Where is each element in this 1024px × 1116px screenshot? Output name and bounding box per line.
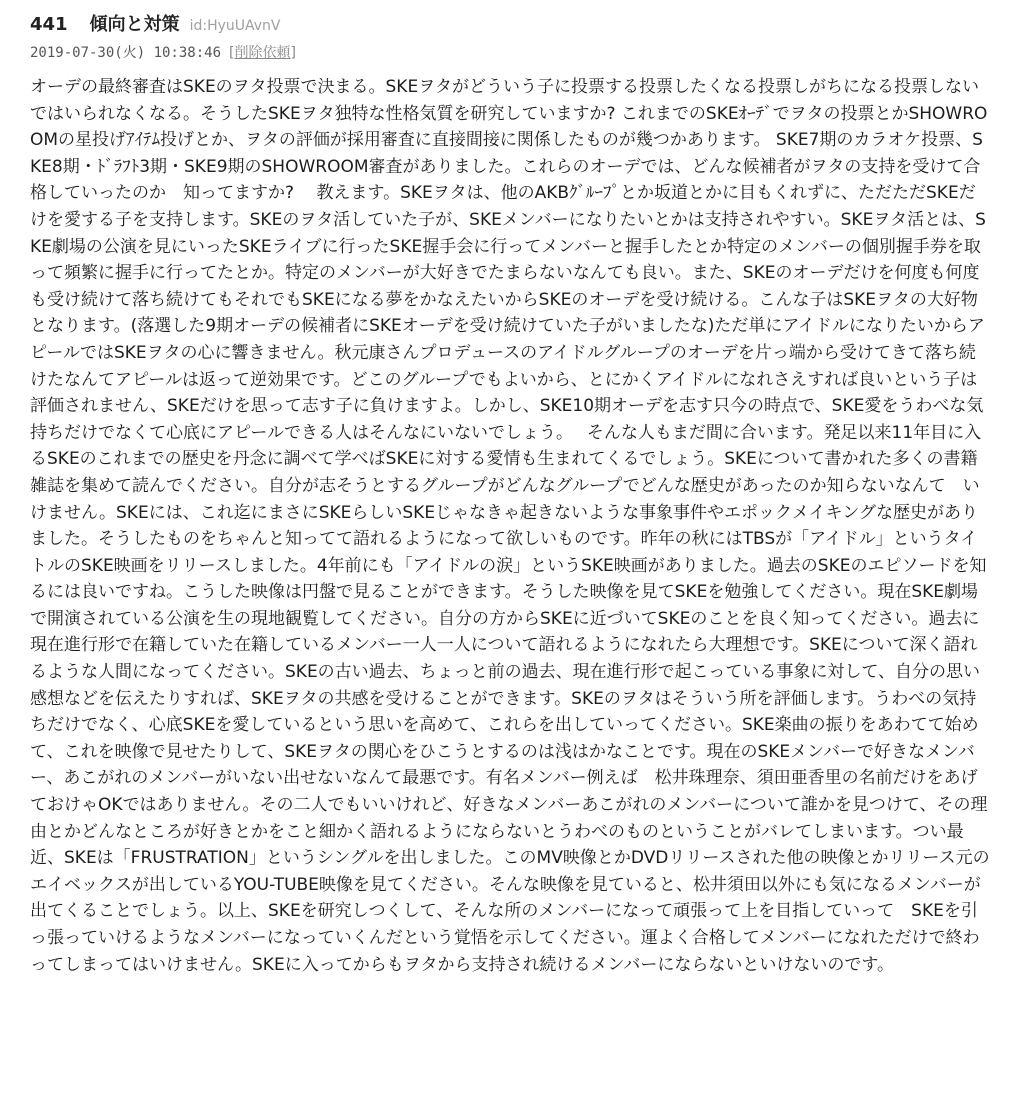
delete-request-link[interactable]: 削除依頼 [234,45,291,61]
post-body: オーデの最終審査はSKEのヲタ投票で決まる。SKEヲタがどういう子に投票する投票したくなる投票しがちになる投票しないではいられなくなる。そうしたSKEヲタ独特な性格気質を研究していますか? これまでのSKEｵｰﾃﾞでヲタの投票とかSHOWROOMの星投げｱｲﾃﾑ投げとか、ヲタの評価が採用審査に直接間接に関係したものが幾つかあります。 SKE7期のカラオケ投票、SKE8期・ﾄﾞﾗﾌﾄ3期・SKE9期のSHOWROOM審査がありました。これらのオーデでは、どんな候補者がヲタの支持を受けて合格していったのか 知ってますか? 教えます。SKEヲタは、他のAKBｸﾞﾙｰﾌﾟとか坂道とかに目もくれずに、ただただSKEだけを愛する子を支持します。SKEのヲタ活していた子が、SKEメンバーになりたいとかは支持されやすい。SKEヲタ活とは、SKE劇場の公演を見にいったSKEライブに行ったSKE握手会に行ってメンバーと握手したとか特定のメンバーの個別握手券を取って頻繁に握手に行ってたとか。特定のメンバーが大好きでたまらないなんても良い。また、SKEのオーデだけを何度も何度も受け続けて落ち続けてもそれでもSKEになる夢をかなえたいからSKEのオーデを受け続ける。こんな子はSKEヲタの大好物となります。(落選した9期オーデの候補者にSKEオーデを受け続けていた子がいましたな)ただ単にアイドルになりたいからアピールではSKEヲタの心に響きません。秋元康さんプロデュースのアイドルグループのオーデを片っ端から受けてきて落ち続けたなんてアピールは返って逆効果です。どこのグループでもよいから、とにかくアイドルになれさえすれば良いという子は評価されません、SKEだけを思って志す子に負けますよ。しかし、SKE10期オーデを志す只今の時点で、SKE愛をうわべな気持ちだけでなくて心底にアピールできる人はそんなにいないでしょう。 そんな人もまだ間に合います。発足以来11年目に入るSKEのこれまでの歴史を丹念に調べて学べばSKEに対する愛情も生まれてくるでしょう。SKEについて書かれた多くの書籍雑誌を集めて読んでください。自分が志そうとするグループがどんなグループでどんな歴史があったのか知らないなんて いけません。SKEには、これ迄にまさにSKEらしいSKEじゃなきゃ起きないような事象事件やエポックメイキングな歴史がありました。そうしたものをちゃんと知ってて語れるようになって欲しいものです。昨年の秋にはTBSが「アイドル」というタイトルのSKE映画をリリースしました。4年前にも「アイドルの涙」というSKE映画がありました。過去のSKEのエピソードを知るには良いですね。こうした映像は円盤で見ることができます。そうした映像を見てSKEを勉強してください。現在SKE劇場で開演されている公演を生の現地観覧してください。自分の方からSKEに近づいてSKEのことを良く知ってください。過去に現在進行形で在籍していた在籍しているメンバー一人一人について語れるようになれたら大理想です。SKEについて深く語れるような人間になってください。SKEの古い過去、ちょっと前の過去、現在進行形で起こっている事象に対して、自分の思い感想などを伝えたりすれば、SKEヲタの共感を受けることができます。SKEのヲタはそういう所を評価します。うわべの気持ちだけでなく、心底SKEを愛しているという思いを高めて、これらを出していってください。SKE楽曲の振りをあわてて始めて、これを映像で見せたりして、SKEヲタの関心をひこうとするのは浅はかなことです。現在のSKEメンバーで好きなメンバー、あこがれのメンバーがいない出せないなんて最悪です。有名メンバー例えば 松井珠理奈、須田亜香里の名前だけをあげておけゃOKではありません。その二人でもいいけれど、好きなメンバーあこがれのメンバーについて誰かを見つけて、その理由とかどんなところが好きとかをこと細かく語れるようにならないとうわべのものということがバレてしまいます。つい最近、SKEは「FRUSTRATION」というシングルを出しました。このMV映像とかDVDリリースされた他の映像とかリリース元のエイベックスが出しているYOU-TUBE映像を見てください。そんな映像を見ていると、松井須田以外にも気になるメンバーが出てくることでしょう。以上、SKEを研究しつくして、そんな所のメンバーになって頑張って上を目指していって SKEを引っ張っていけるようなメンバーになっていくんだという覚悟を示してください。運よく合格してメンバーになれただけで終わってしまってはいけません。SKEに入ってからもヲタから支持され続けるメンバーにならないといけないのです。 [30,77,990,975]
post-meta [30,42,296,64]
poster-name: 傾向と対策 [89,14,180,35]
poster-id: id:HyuUAvnV [189,18,281,34]
post-number[interactable]: 441 [30,14,68,35]
post-header [30,10,281,36]
delete-request [229,42,296,62]
delete-request-open-bracket: [ [229,45,235,61]
post-timestamp: 2019-07-30(火) 10:38:46 [30,45,222,61]
delete-request-close-bracket: ] [290,45,296,61]
